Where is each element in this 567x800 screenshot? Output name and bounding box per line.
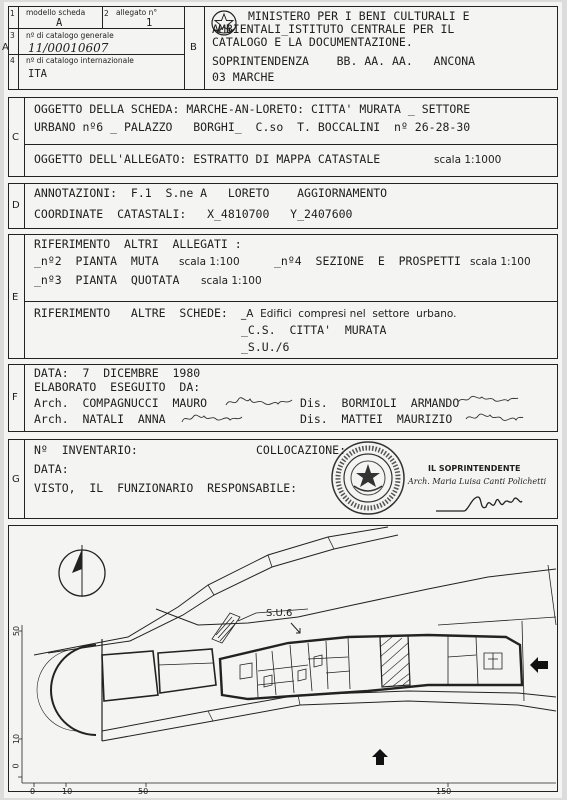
cadastral-map [8, 525, 558, 792]
signature-mattei [464, 410, 524, 424]
y-tick-10: 10 [12, 733, 22, 745]
ministry-line-1: MINISTERO PER I BENI CULTURALI E [248, 9, 470, 23]
catalog-sheet [4, 2, 562, 798]
architect-1: Arch. COMPAGNUCCI MAURO [34, 396, 208, 410]
coordinate-catastali: COORDINATE CATASTALI: X_4810700 Y_2407600 [34, 207, 353, 221]
modello-value: A [56, 17, 63, 29]
entry-arrow-right-icon [530, 657, 548, 673]
signature-natali [180, 411, 244, 425]
catalogo-generale-value: 11/00010607 [28, 41, 109, 55]
y-tick-0: 0 [11, 763, 21, 769]
section-letter-f: F [12, 392, 18, 403]
catalogo-internazionale-label: nº di catalogo internazionale [26, 56, 134, 65]
row-number-3: 3 [10, 31, 15, 40]
allegato-value: 1 [146, 17, 153, 29]
allegato-scale: scala 1:1000 [434, 154, 502, 166]
signature-bormioli [456, 392, 520, 406]
allegato-4-scale: scala 1:100 [470, 256, 531, 268]
riferimento-scheda-a: _A Edifici compresi nel settore urbano. [241, 308, 457, 320]
section-letter-d: D [12, 200, 20, 211]
section-letter-a: A [2, 42, 9, 53]
north-arrow-icon [59, 545, 105, 597]
visto-label: VISTO, IL FUNZIONARIO RESPONSABILE: [34, 481, 298, 495]
row-number-4: 4 [10, 56, 15, 65]
row-number-1: 1 [10, 9, 15, 18]
allegato-2: _nº2 PIANTA MUTA [34, 254, 159, 268]
riferimento-allegati-label: RIFERIMENTO ALTRI ALLEGATI : [34, 237, 242, 251]
soprintendente-name: Arch. Maria Luisa Canti Polichetti [408, 477, 547, 486]
oggetto-allegato: OGGETTO DELL'ALLEGATO: ESTRATTO DI MAPPA CATASTALE [34, 152, 381, 166]
su6-label: S.U.6 [266, 608, 293, 619]
catalogo-internazionale-value: ITA [28, 68, 47, 80]
annotazioni: ANNOTAZIONI: F.1 S.ne A LORETO AGGIORNAMENTO [34, 186, 388, 200]
section-letter-b: B [190, 42, 197, 53]
ministry-line-3: CATALOGO E LA DOCUMENTAZIONE. [212, 35, 413, 49]
oggetto-scheda-line-2: URBANO nº6 _ PALAZZO BORGHI_ C.so T. BOCCALINI nº 26-28-30 [34, 120, 471, 134]
collocazione-label: COLLOCAZIONE: [256, 443, 347, 457]
soprintendenza-line: SOPRINTENDENZA BB. AA. AA. ANCONA [212, 54, 476, 68]
riferimento-scheda-su: _S.U./6 [241, 340, 290, 354]
elaborato-da-label: ELABORATO ESEGUITO DA: [34, 380, 201, 394]
inventario-label: Nº INVENTARIO: [34, 443, 138, 457]
section-letter-e: E [12, 292, 19, 303]
draftsman-2: Dis. MATTEI MAURIZIO [300, 412, 453, 426]
entry-arrow-bottom-icon [372, 749, 388, 765]
oggetto-scheda-line-1: OGGETTO DELLA SCHEDA: MARCHE-AN-LORETO: CITTA' MURATA _ SETTORE [34, 102, 471, 116]
official-stamp-icon [330, 440, 406, 516]
allegato-3: _nº3 PIANTA QUOTATA [34, 273, 180, 287]
allegato-2-scale: scala 1:100 [179, 256, 240, 268]
row-number-2: 2 [104, 9, 109, 18]
section-letter-c: C [12, 132, 19, 143]
y-tick-50: 50 [12, 625, 22, 637]
soprintendente-title: IL SOPRINTENDENTE [428, 464, 521, 473]
signature-compagnucci [224, 395, 294, 409]
modello-label: modello scheda [26, 8, 86, 17]
x-tick-10: 10 [62, 787, 73, 796]
ministry-line-2: AMBIENTALI_ISTITUTO CENTRALE PER IL [212, 22, 455, 36]
architect-2: Arch. NATALI ANNA [34, 412, 166, 426]
section-letter-g: G [12, 474, 20, 485]
x-tick-150: 150 [436, 787, 452, 796]
allegato-label: allegato n° [116, 8, 158, 17]
catalogo-generale-label: nº di catalogo generale [26, 31, 114, 40]
data-elaborazione: DATA: 7 DICEMBRE 1980 [34, 366, 201, 380]
x-tick-0: 0 [30, 787, 36, 796]
signature-soprintendente [434, 491, 524, 515]
data-label: DATA: [34, 462, 69, 476]
riferimento-schede-label: RIFERIMENTO ALTRE SCHEDE: [34, 306, 228, 320]
region-line: 03 MARCHE [212, 70, 275, 84]
allegato-4: _nº4 SEZIONE E PROSPETTI [274, 254, 461, 268]
allegato-3-scale: scala 1:100 [201, 275, 262, 287]
x-tick-50: 50 [138, 787, 149, 796]
draftsman-1: Dis. BORMIOLI ARMANDO [300, 396, 460, 410]
riferimento-scheda-cs: _C.S. CITTA' MURATA [241, 323, 387, 337]
